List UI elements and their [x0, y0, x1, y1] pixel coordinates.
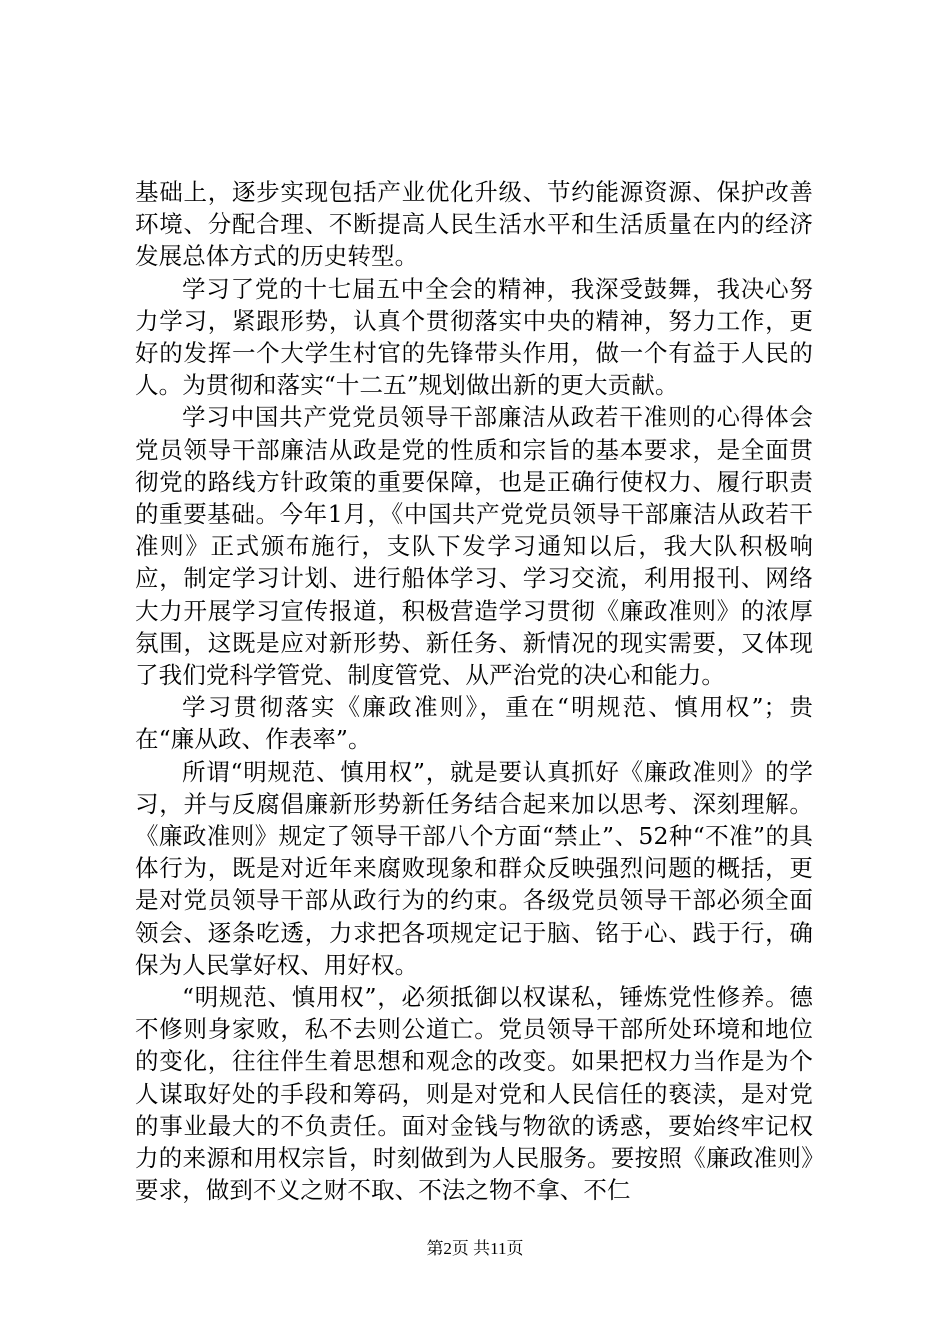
paragraph-6: “明规范、慎用权”，必须抵御以权谋私，锤炼党性修养。德不修则身家败，私不去则公道亡。党员领导干部所处环境和地位的变化，往往伴生着思想和观念的改变。如果把权力当作是为个人谋取好处的手段和筹码，则是对党和人民信任的亵渎，是对党的事业最大的不负责任。面对金钱与物欲的诱惑，要始终牢记权力的来源和用权宗旨，时刻做到为人民服务。要按照《廉政准则》要求，做到不义之财不取、不法之物不拿、不仁 [135, 983, 813, 1205]
paragraph-1: 基础上，逐步实现包括产业优化升级、节约能源资源、保护改善环境、分配合理、不断提高人民生活水平和生活质量在内的经济发展总体方式的历史转型。 [135, 178, 813, 271]
paragraph-5: 所谓“明规范、慎用权”，就是要认真抓好《廉政准则》的学习，并与反腐倡廉新形势新任务结合起来加以思考、深刻理解。《廉政准则》规定了领导干部八个方面“禁止”、52种“不准”的具体行为，既是对近年来腐败现象和群众反映强烈问题的概括，更是对党员领导干部从政行为的约束。各级党员领导干部必须全面领会、逐条吃透，力求把各项规定记于脑、铭于心、践于行，确保为人民掌好权、用好权。 [135, 757, 813, 979]
body-text [135, 176, 813, 1207]
page-number-footer: 第2页 共11页 [426, 1239, 524, 1258]
paragraph-4: 学习贯彻落实《廉政准则》，重在“明规范、慎用权”；贵在“廉从政、作表率”。 [135, 693, 813, 754]
paragraph-3: 学习中国共产党党员领导干部廉洁从政若干准则的心得体会党员领导干部廉洁从政是党的性质和宗旨的基本要求，是全面贯彻党的路线方针政策的重要保障，也是正确行使权力、履行职责的重要基础。今年1月，《中国共产党党员领导干部廉洁从政若干准则》正式颁布施行，支队下发学习通知以后，我大队积极响应，制定学习计划、进行船体学习、学习交流，利用报刊、网络大力开展学习宣传报道，积极营造学习贯彻《廉政准则》的浓厚氛围，这既是应对新形势、新任务、新情况的现实需要，又体现了我们党科学管党、制度管党、从严治党的决心和能力。 [135, 403, 813, 690]
paragraph-2: 学习了党的十七届五中全会的精神，我深受鼓舞，我决心努力学习，紧跟形势，认真个贯彻落实中央的精神，努力工作，更好的发挥一个大学生村官的先锋带头作用，做一个有益于人民的人。为贯彻和落实“十二五”规划做出新的更大贡献。 [135, 274, 813, 400]
